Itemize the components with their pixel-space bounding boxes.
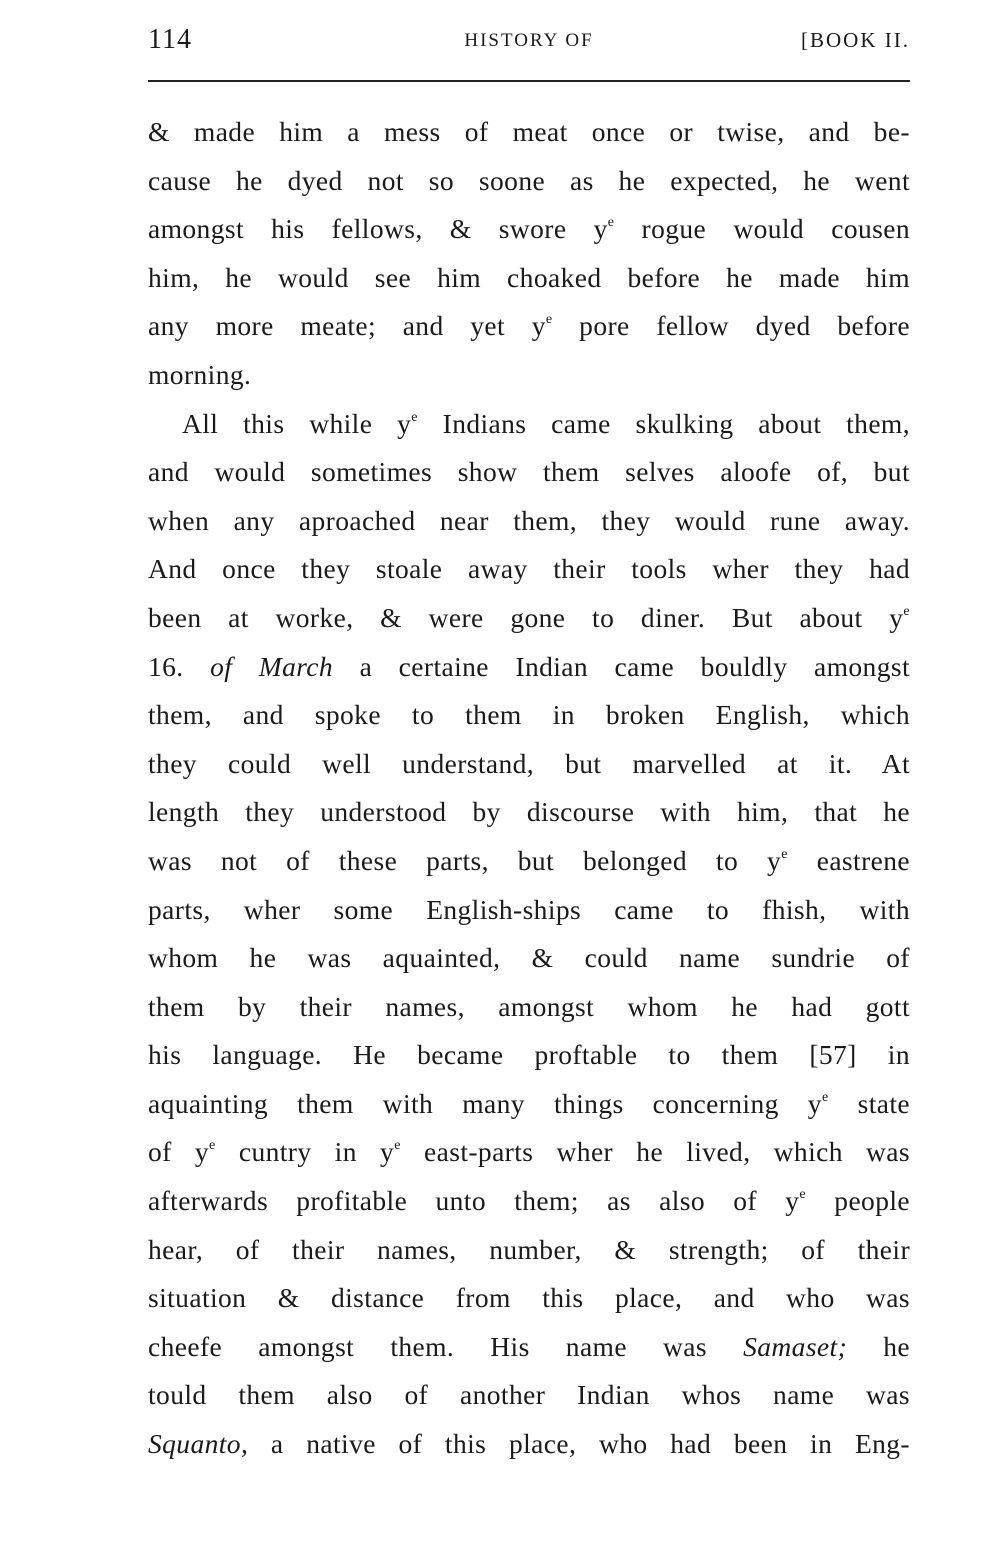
text-line: his language. He became proftable to them [57] in (148, 1039, 910, 1071)
superscript: e (821, 1089, 829, 1105)
superscript: e (607, 215, 615, 231)
text-line: him, he would see him choaked before he made him (148, 261, 910, 293)
text-line: All this while $y^e$ Indians came skulking about them, (182, 407, 910, 439)
text-line: morning. (148, 358, 252, 390)
italic-text: Squanto, (148, 1428, 249, 1460)
running-head (148, 20, 910, 64)
text-line: 16. of March a certaine Indian came bouldly amongst (148, 650, 910, 682)
superscript: e (394, 1138, 401, 1154)
superscript: e (903, 603, 910, 619)
header-rule (148, 80, 910, 82)
text-line: they could well understand, but marvelled at it. At (148, 747, 910, 779)
running-title: HISTORY OF (464, 30, 594, 51)
text-line: them by their names, amongst whom he had gott (148, 990, 910, 1022)
text-line: afterwards profitable unto them; as also of $y^e$ people (148, 1185, 911, 1217)
book-page (148, 20, 910, 1469)
text-line: of $y^e$ cuntry in $y^e$ east-parts wher he lived, which was (148, 1136, 911, 1168)
italic-text: Samaset; (743, 1330, 848, 1362)
text-line: them, and spoke to them in broken English, which (148, 699, 910, 731)
page-number: 114 (148, 24, 192, 55)
text-line: cheefe amongst them. His name was Samaset; he (148, 1330, 910, 1362)
text-line: been at worke, & were gone to diner. But about $y^e$ (148, 601, 910, 633)
body-text (148, 108, 910, 1469)
text-line: cause he dyed not so soone as he expected, he went (148, 164, 910, 196)
text-line: length they understood by discourse with him, that he (148, 796, 910, 828)
text-line: parts, wher some English-ships came to fhish, with (148, 893, 910, 925)
text-line: and would sometimes show them selves aloofe of, but (148, 456, 910, 488)
text-line: whom he was aquainted, & could name sundrie of (148, 942, 910, 974)
text-line: And once they stoale away their tools wher they had (148, 553, 910, 585)
text-line: hear, of their names, number, & strength; of their (148, 1233, 910, 1265)
book-label: [BOOK II. (801, 28, 910, 52)
text-line: tould them also of another Indian whos name was (148, 1379, 910, 1411)
text-line: situation & distance from this place, and who was (148, 1282, 910, 1314)
text-line: when any aproached near them, they would rune away. (148, 504, 910, 536)
italic-text: of March (210, 650, 334, 682)
text-line: & made him a mess of meat once or twise, and be- (148, 116, 910, 147)
text-line: was not of these parts, but belonged to $y^e$ eastrene (148, 844, 910, 876)
superscript: e (411, 409, 418, 425)
text-line: any more meate; and yet $y^e$ pore fellow dyed before (148, 310, 910, 342)
superscript: e (209, 1138, 216, 1154)
superscript: e (545, 312, 553, 328)
text-line: Squanto, a native of this place, who had been in Eng- (148, 1428, 910, 1460)
superscript: e (799, 1187, 807, 1203)
superscript: e (781, 846, 788, 862)
text-line: amongst his fellows, & swore $y^e$ rogue would cousen (148, 213, 910, 245)
text-line: aquainting them with many things concerning $y^e$ state (148, 1087, 910, 1119)
